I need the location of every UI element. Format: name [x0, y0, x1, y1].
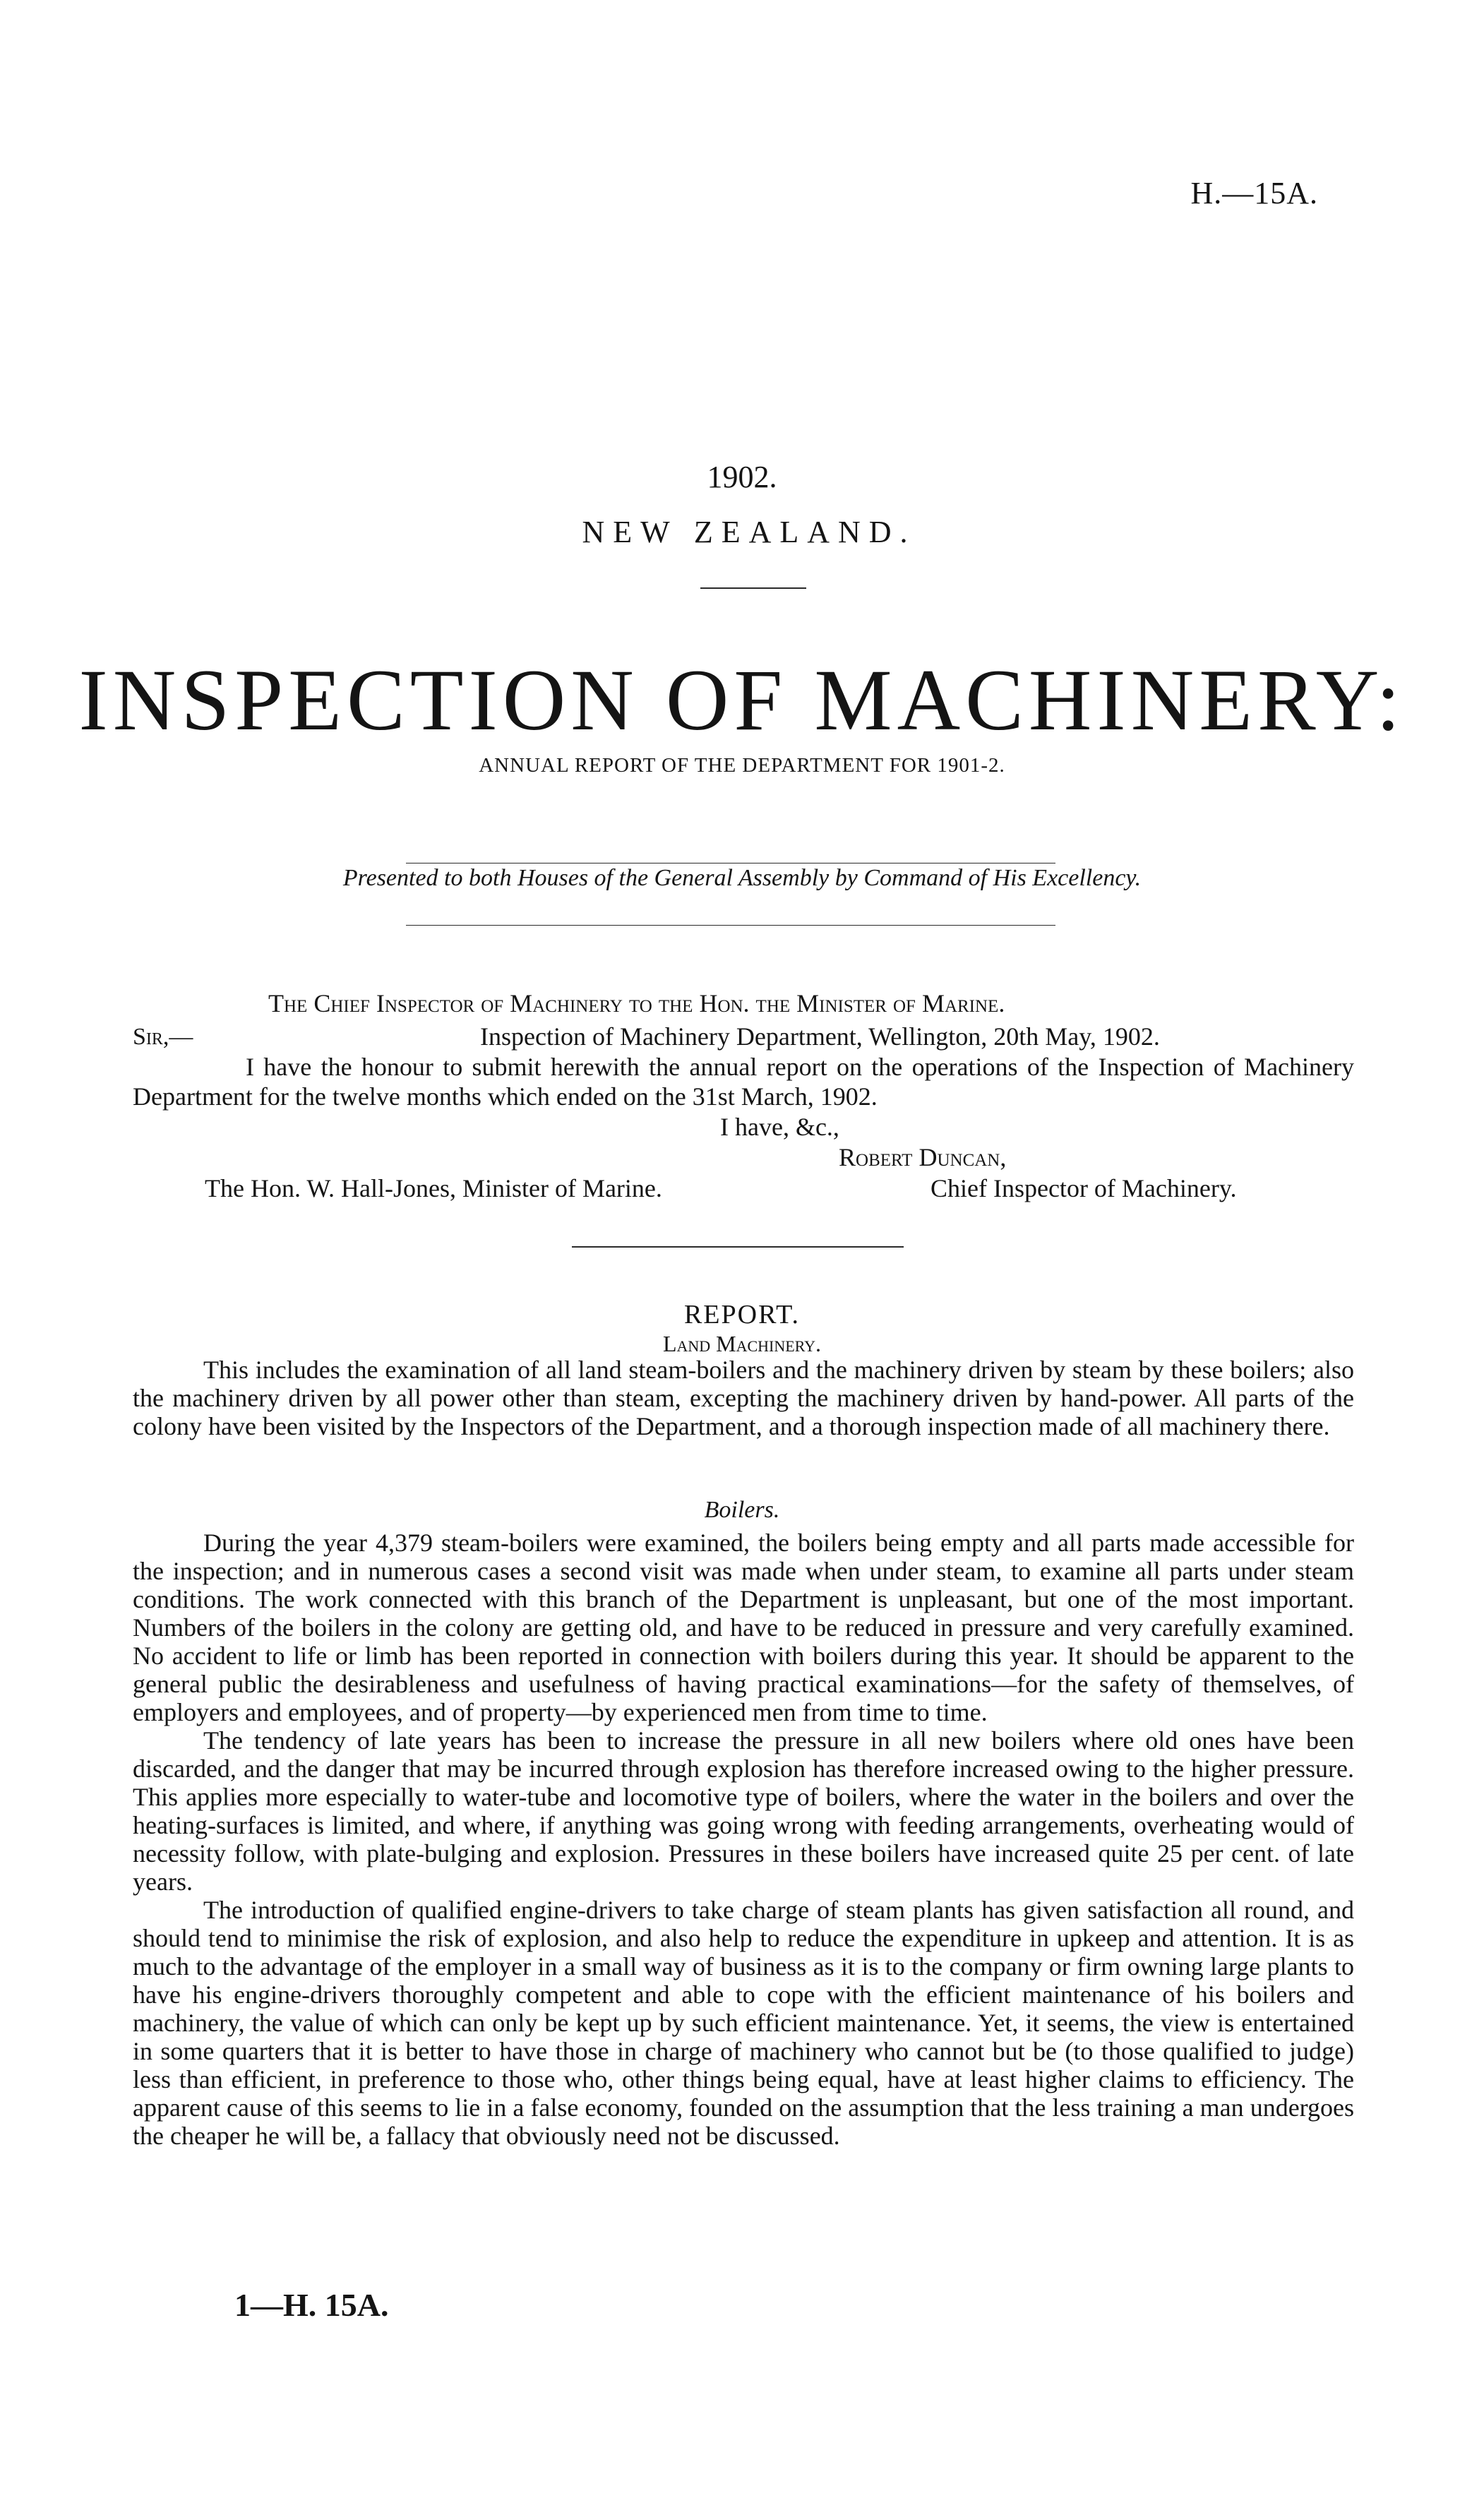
- report-divider: [572, 1246, 904, 1248]
- intro-paragraph: This includes the examination of all land steam-boilers and the machinery driven by steam by these boilers; also the machinery driven by all power other than steam, excepting the machinery driven by hand-power. All parts of the colony have been visited by the Inspectors of the Department, and a thorough inspection made of all machinery there.: [133, 1356, 1354, 1440]
- page-mark: 1—H. 15A.: [234, 2287, 389, 2323]
- boilers-block: [133, 1529, 1354, 2150]
- letter-body: [133, 1052, 1354, 1111]
- letter-signer-title: Chief Inspector of Machinery.: [931, 1174, 1237, 1202]
- title-divider: [700, 587, 806, 589]
- report-subtitle: ANNUAL REPORT OF THE DEPARTMENT FOR 1901-2.: [479, 754, 1005, 777]
- section-title: Land Machinery.: [662, 1331, 822, 1356]
- letter-place-date: Inspection of Machinery Department, Wellington, 20th May, 1902.: [480, 1022, 1160, 1051]
- letter-closing: I have, &c.,: [720, 1113, 839, 1141]
- presented-rule-bottom: [406, 925, 1055, 926]
- report-year: 1902.: [707, 460, 777, 494]
- body-paragraph: The introduction of qualified engine-drivers to take charge of steam plants has given satisfaction all round, and should tend to minimise the risk of explosion, and also help to reduce the expenditure in upkeep and attention. It is as much to the advantage of the employer in a small way of business as it is to the company or firm owning large plants to have his engine-drivers thoroughly competent and able to cope with the efficient maintenance of his boilers and machinery, the value of which can only be kept up by such efficient maintenance. Yet, it seems, the view is entertained in some quarters that it is better to have those in charge of machinery who cannot but be (to those qualified to judge) less than efficient, in preference to those who, other things being equal, have at least higher claims to efficiency. The apparent cause of this seems to lie in a false economy, founded on the assumption that the less training a man undergoes the cheaper he will be, a fallacy that obviously need not be discussed.: [133, 1896, 1354, 2150]
- intro-block: [133, 1356, 1354, 1440]
- report-title: REPORT.: [683, 1300, 801, 1329]
- letter-signer: Robert Duncan,: [839, 1143, 1007, 1171]
- document-code: H.—15A.: [1190, 176, 1318, 210]
- letter-salutation: Sir,—: [133, 1024, 193, 1050]
- letter-paragraph: I have the honour to submit herewith the annual report on the operations of the Inspection of Machinery Department for the twelve months which ended on the 31st March, 1902.: [133, 1053, 1354, 1111]
- presented-notice: Presented to both Houses of the General Assembly by Command of His Excellency.: [342, 865, 1142, 891]
- subsection-title: Boilers.: [704, 1497, 780, 1523]
- letter-addressee: The Hon. W. Hall-Jones, Minister of Marine.: [205, 1174, 662, 1202]
- main-title: INSPECTION OF MACHINERY:: [78, 652, 1406, 748]
- letter-heading: The Chief Inspector of Machinery to the Hon. the Minister of Marine.: [268, 989, 1005, 1017]
- body-paragraph: The tendency of late years has been to increase the pressure in all new boilers where old ones have been discarded, and the danger that may be incurred through explosion has therefore increased owing to the higher pressure. This applies more especially to water-tube and locomotive type of boilers, where the water in the boilers and over the heating-surfaces is limited, and where, if anything was going wrong with feeding arrangements, overheating would of necessity follow, with plate-bulging and explosion. Pressures in these boilers have increased quite 25 per cent. of late years.: [133, 1726, 1354, 1896]
- country-name: NEW ZEALAND.: [582, 515, 916, 549]
- body-paragraph: During the year 4,379 steam-boilers were examined, the boilers being empty and all parts made accessible for the inspection; and in numerous cases a second visit was made when under steam, to examine all parts under steam conditions. The work connected with this branch of the Department is unpleasant, but one of the most important. Numbers of the boilers in the colony are getting old, and have to be reduced in pressure and very carefully examined. No accident to life or limb has been reported in connection with boilers during this year. It should be apparent to the general public the desirableness and usefulness of having practical examinations—for the safety of themselves, of employers and employees, and of property—by experienced men from time to time.: [133, 1529, 1354, 1726]
